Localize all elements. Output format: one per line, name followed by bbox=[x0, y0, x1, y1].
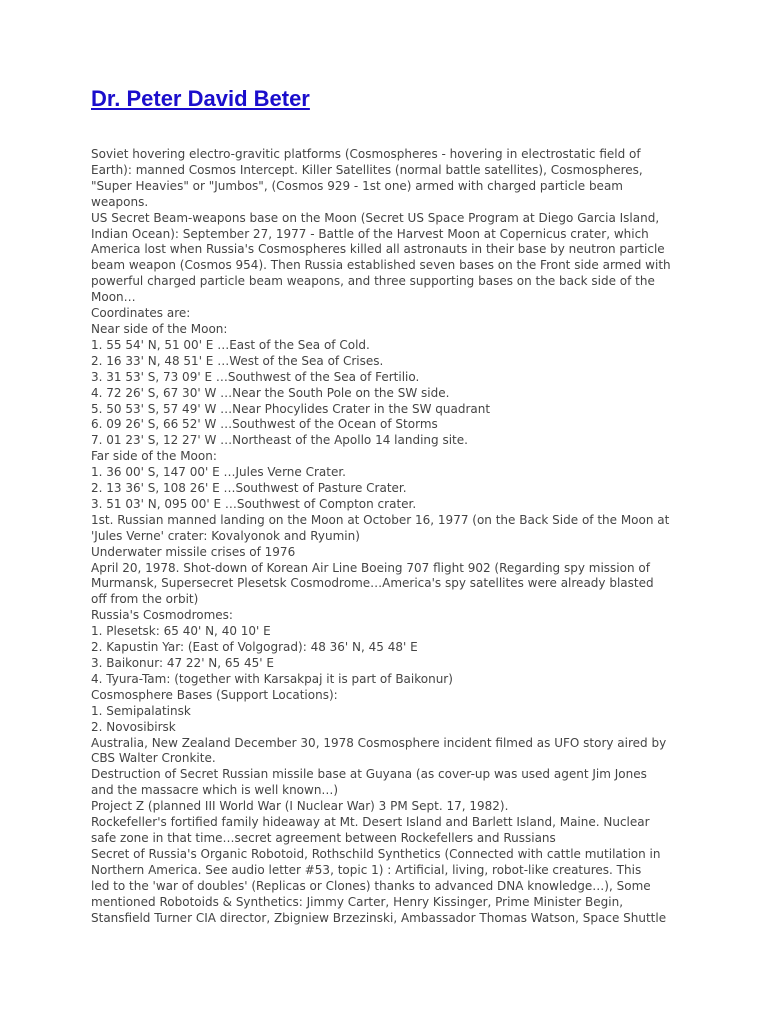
text-line: weapons. bbox=[91, 194, 149, 209]
text-line: 'Jules Verne' crater: Kovalyonok and Ryumin) bbox=[91, 528, 360, 543]
text-line: Secret of Russia's Organic Robotoid, Rothschild Synthetics (Connected with cattle mutilation in bbox=[91, 846, 661, 861]
page-title[interactable]: Dr. Peter David Beter bbox=[91, 86, 310, 111]
text-line: 3. 51 03' N, 095 00' E …Southwest of Compton crater. bbox=[91, 496, 417, 511]
text-line: Indian Ocean): September 27, 1977 - Battle of the Harvest Moon at Copernicus crater, which bbox=[91, 226, 649, 241]
text-line: April 20, 1978. Shot-down of Korean Air Line Boeing 707 flight 902 (Regarding spy mission of bbox=[91, 560, 650, 575]
text-line: "Super Heavies" or "Jumbos", (Cosmos 929 - 1st one) armed with charged particle beam bbox=[91, 178, 623, 193]
text-line: Moon… bbox=[91, 290, 136, 305]
text-line: safe zone in that time…secret agreement between Rockefellers and Russians bbox=[91, 830, 556, 845]
text-line: 4. Tyura-Tam: (together with Karsakpaj it is part of Baikonur) bbox=[91, 671, 453, 686]
text-line: Destruction of Secret Russian missile base at Guyana (as cover-up was used agent Jim Jones bbox=[91, 767, 647, 782]
text-line: 2. 16 33' N, 48 51' E …West of the Sea of Crises. bbox=[91, 353, 384, 368]
text-line: Near side of the Moon: bbox=[91, 321, 228, 336]
document-body bbox=[91, 147, 681, 926]
text-line: CBS Walter Cronkite. bbox=[91, 751, 216, 766]
text-line: 1st. Russian manned landing on the Moon at October 16, 1977 (on the Back Side of the Moon at bbox=[91, 512, 670, 527]
text-line: 5. 50 53' S, 57 49' W …Near Phocylides Crater in the SW quadrant bbox=[91, 401, 491, 416]
text-line: Cosmosphere Bases (Support Locations): bbox=[91, 687, 338, 702]
text-line: Murmansk, Supersecret Plesetsk Cosmodrome…America's spy satellites were already blasted bbox=[91, 576, 654, 591]
text-line: Rockefeller's fortified family hideaway at Mt. Desert Island and Barlett Island, Maine. Nuclear bbox=[91, 815, 650, 830]
text-line: Project Z (planned III World War (I Nuclear War) 3 PM Sept. 17, 1982). bbox=[91, 799, 509, 814]
text-line: America lost when Russia's Cosmospheres killed all astronauts in their base by neutron particle bbox=[91, 242, 665, 257]
text-line: 1. 55 54' N, 51 00' E …East of the Sea of Cold. bbox=[91, 337, 370, 352]
text-line: Underwater missile crises of 1976 bbox=[91, 544, 296, 559]
text-line: Stansfield Turner CIA director, Zbigniew Brzezinski, Ambassador Thomas Watson, Space Shuttle bbox=[91, 910, 667, 925]
text-line: led to the 'war of doubles' (Replicas or Clones) thanks to advanced DNA knowledge…), Some bbox=[91, 878, 651, 893]
text-line: Australia, New Zealand December 30, 1978 Cosmosphere incident filmed as UFO story aired by bbox=[91, 735, 667, 750]
text-line: 3. 31 53' S, 73 09' E …Southwest of the Sea of Fertilio. bbox=[91, 369, 420, 384]
text-line: mentioned Robotoids & Synthetics: Jimmy Carter, Henry Kissinger, Prime Minister Begin, bbox=[91, 894, 624, 909]
text-line: US Secret Beam-weapons base on the Moon (Secret US Space Program at Diego Garcia Island, bbox=[91, 210, 660, 225]
text-line: off from the orbit) bbox=[91, 592, 199, 607]
text-line: Coordinates are: bbox=[91, 306, 191, 321]
text-line: 1. 36 00' S, 147 00' E …Jules Verne Crater. bbox=[91, 465, 346, 480]
text-line: 7. 01 23' S, 12 27' W …Northeast of the Apollo 14 landing site. bbox=[91, 433, 468, 448]
text-line: Soviet hovering electro-gravitic platforms (Cosmospheres - hovering in electrostatic field of bbox=[91, 147, 641, 161]
text-line: Far side of the Moon: bbox=[91, 449, 217, 464]
text-line: 2. 13 36' S, 108 26' E …Southwest of Pasture Crater. bbox=[91, 481, 407, 496]
text-line: 6. 09 26' S, 66 52' W …Southwest of the Ocean of Storms bbox=[91, 417, 438, 432]
text-line: and the massacre which is well known…) bbox=[91, 783, 339, 798]
text-line: 2. Novosibirsk bbox=[91, 719, 176, 734]
text-line: Northern America. See audio letter #53, topic 1) : Artificial, living, robot-like creatures. This bbox=[91, 862, 642, 877]
text-line: 1. Semipalatinsk bbox=[91, 703, 191, 718]
text-line: Earth): manned Cosmos Intercept. Killer Satellites (normal battle satellites), Cosmospheres, bbox=[91, 162, 643, 177]
text-line: Russia's Cosmodromes: bbox=[91, 608, 233, 623]
text-line: 3. Baikonur: 47 22' N, 65 45' E bbox=[91, 656, 274, 670]
text-line: beam weapon (Cosmos 954). Then Russia established seven bases on the Front side armed with bbox=[91, 258, 671, 273]
text-line: 2. Kapustin Yar: (East of Volgograd): 48 36' N, 45 48' E bbox=[91, 640, 418, 655]
text-line: 1. Plesetsk: 65 40' N, 40 10' E bbox=[91, 624, 271, 639]
text-line: powerful charged particle beam weapons, and three supporting bases on the back side of the bbox=[91, 274, 655, 289]
text-line: 4. 72 26' S, 67 30' W …Near the South Pole on the SW side. bbox=[91, 385, 450, 400]
